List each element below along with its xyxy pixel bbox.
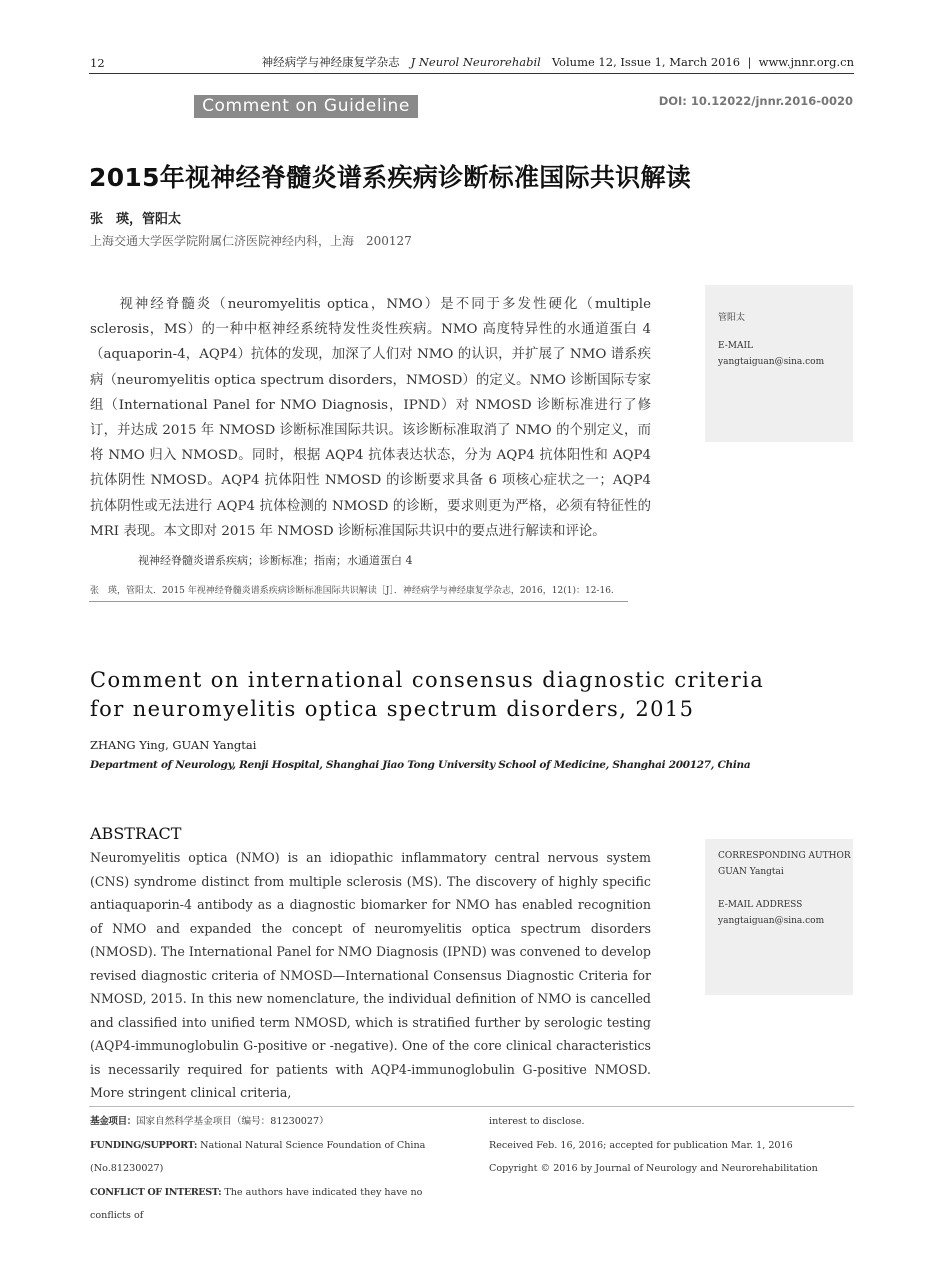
issue-info: Volume 12, Issue 1, March 2016 <box>551 55 741 69</box>
footer-rule <box>89 1106 854 1107</box>
section-tag: Comment on Guideline <box>194 95 418 118</box>
sidebar-contact-zh <box>705 285 853 442</box>
doi[interactable]: DOI: 10.12022/jnnr.2016-0020 <box>658 94 853 108</box>
header-separator: | <box>747 55 752 69</box>
article-title-en <box>90 666 764 724</box>
affiliation-en: Department of Neurology, Renji Hospital, Shanghai Jiao Tong University School of Medicine, Shanghai 200127, China <box>90 759 751 771</box>
authors-en: ZHANG Ying, GUAN Yangtai <box>90 738 257 752</box>
page-number: 12 <box>90 56 105 70</box>
abstract-en: Neuromyelitis optica (NMO) is an idiopathic inflammatory central nervous system (CNS) syndrome distinct from multiple sclerosis (MS). The discovery of highly specific antiaquaporin-4 antibody as a diagnostic biomarker for NMO has enabled recognition of NMO and expanded the concept of neuromyelitis optica spectrum disorders (NMOSD). The International Panel for NMO Diagnosis (IPND) was convened to develop revised diagnostic criteria of NMOSD—International Consensus Diagnostic Criteria for NMOSD, 2015. In this new nomenclature, the individual definition of NMO is cancelled and classified into unified term NMOSD, which is stratified further by serologic testing (AQP4-immunoglobulin G-positive or -negative). One of the core clinical characteristics is necessarily required for patients with AQP4-immunoglobulin G-positive NMOSD. More stringent clinical criteria, <box>90 850 651 1100</box>
conflict-continuation: interest to disclose. <box>489 1116 585 1127</box>
sidebar-email-label: E-MAIL <box>718 341 754 351</box>
header-rule <box>89 73 854 74</box>
authors-zh: 张 瑛，管阳太 <box>90 212 182 227</box>
sidebar-email[interactable]: yangtaiguan@sina.com <box>718 357 825 367</box>
keywords-zh: 视神经脊髓炎谱系疾病；诊断标准；指南；水通道蛋白 4 <box>138 554 413 567</box>
conflict-of-interest <box>90 1181 456 1228</box>
conflict-text: The authors have indicated they have no conflicts of <box>90 1186 423 1221</box>
sidebar-corresponding-author <box>705 839 853 995</box>
received-dates: Received Feb. 16, 2016; accepted for publication Mar. 1, 2016 <box>489 1139 793 1151</box>
funding-zh-text: 国家自然科学基金项目（编号：81230027） <box>135 1116 329 1127</box>
corresponding-author-label: CORRESPONDING AUTHOR <box>718 851 851 861</box>
sidebar-author-name: 管阳太 <box>718 313 746 323</box>
running-head <box>262 54 854 70</box>
title-en-line-2: for neuromyelitis optica spectrum disorders, 2015 <box>90 697 695 721</box>
abstract-zh: 视神经脊髓炎（neuromyelitis optica，NMO）是不同于多发性硬化（multiple sclerosis，MS）的一种中枢神经系统特发性炎性疾病。NMO 高度特异性的水通道蛋白 4（aquaporin-4，AQP4）抗体的发现，加深了人们对 NMO 的认识，并扩展了 NMO 谱系疾病（neuromyelitis optica spectrum disorders，NMOSD）的定义。NMO 诊断国际专家组（International Panel for NMO Diagnosis，IPND）对 NMOSD 诊断标准进行了修订，并达成 2015 年 NMOSD 诊断标准国际共识。该诊断标准取消了 NMO 的个别定义，而将 NMO 归入 NMOSD。同时，根据 AQP4 抗体表达状态，分为 AQP4 抗体阳性和 AQP4 抗体阴性 NMOSD。AQP4 抗体阳性 NMOSD 的诊断要求具备 6 项核心症状之一；AQP4 抗体阴性或无法进行 AQP4 抗体检测的 NMOSD 的诊断，要求则更为严格，必须有特征性的 MRI 表现。本文即对 2015 年 NMOSD 诊断标准国际共识中的要点进行解读和评论。 <box>90 297 651 539</box>
citation-rule <box>89 601 628 602</box>
funding-en <box>90 1134 456 1181</box>
funding-zh-label: 基金项目： <box>90 1116 136 1127</box>
footer-publication-info <box>489 1110 854 1181</box>
corresponding-author-name: GUAN Yangtai <box>718 867 784 877</box>
copyright: Copyright © 2016 by Journal of Neurology and Neurorehabilitation <box>489 1163 818 1174</box>
funding-zh <box>90 1110 456 1134</box>
footer-funding <box>90 1110 456 1228</box>
funding-en-text: National Natural Science Foundation of China (No.81230027) <box>90 1139 426 1174</box>
title-en-line-1: Comment on international consensus diagnostic criteria <box>90 668 765 692</box>
journal-abbreviation: J Neurol Neurorehabil <box>410 55 541 69</box>
affiliation-zh: 上海交通大学医学院附属仁济医院神经内科，上海 200127 <box>90 234 412 248</box>
abstract-heading: ABSTRACT <box>90 824 182 843</box>
article-title-zh: 2015年视神经脊髓炎谱系疾病诊断标准国际共识解读 <box>89 163 692 192</box>
corresponding-email[interactable]: yangtaiguan@sina.com <box>718 916 825 926</box>
journal-website[interactable]: www.jnnr.org.cn <box>758 55 854 69</box>
conflict-label: CONFLICT OF INTEREST: <box>90 1186 222 1198</box>
citation-zh: 张 瑛，管阳太．2015 年视神经脊髓炎谱系疾病诊断标准国际共识解读［J］．神经病学与神经康复学杂志，2016，12(1)：12-16. <box>90 586 614 596</box>
journal-name-zh: 神经病学与神经康复学杂志 <box>261 55 400 69</box>
funding-en-label: FUNDING/SUPPORT: <box>90 1139 198 1151</box>
email-address-label: E-MAIL ADDRESS <box>718 900 803 910</box>
